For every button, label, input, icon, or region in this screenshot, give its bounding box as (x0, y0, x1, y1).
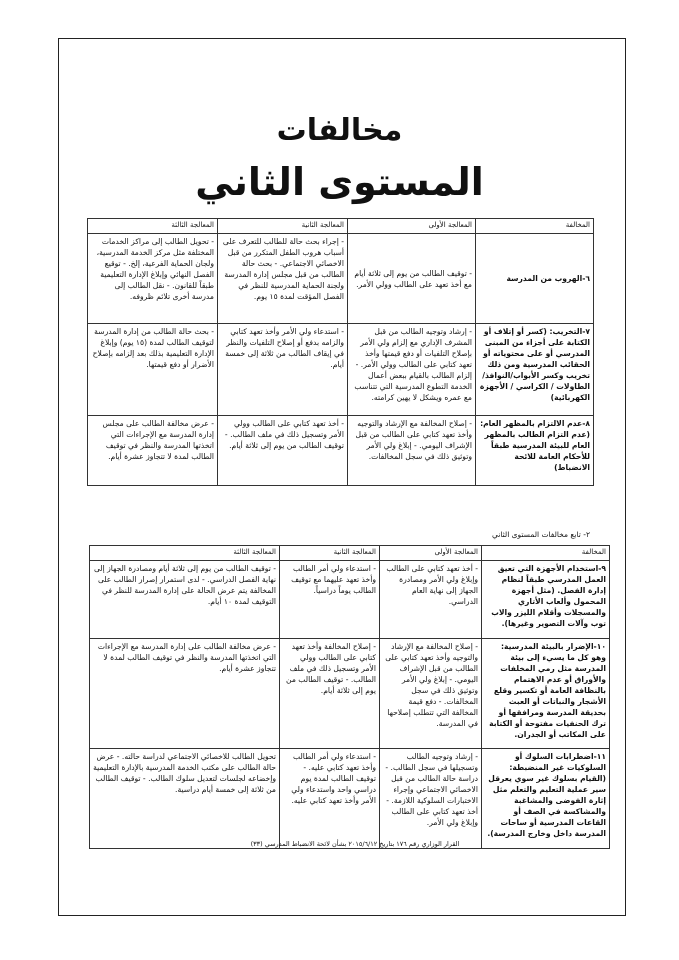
continuation-label: ٢- تابع مخالفات المستوى الثاني (492, 530, 590, 539)
third-cell: تحويل الطالب للاخصائي الاجتماعي لدراسة حالته. - عرض حالة الطالب على مكتب الخدمة المدرسية بالإدارة التعليمية وإخضاعه لجلسات لتعديل سلوك الطالب. - توقيف الطالب من ثلاثة إلى خمسة أيام دراسية. (90, 749, 280, 849)
table-row (88, 416, 594, 486)
violation-cell: ١١-اضطرابات السلوك أو السلوكيات غير المنضبطة: (القيام بسلوك غير سوي يعرقل سير عملية التعليم والتعلم مثل إثارة الفوضى والمشاغبة والمشاكسة في الصف أو القاعات المدرسية أو ساحات المدرسة داخل وخارج المدرسة). (482, 749, 610, 849)
violation-cell: ٩-استخدام الأجهزة التي تعيق العمل المدرسي طبقاً لنظام إدارة الفصل. (مثل أجهزة المحمول وألعاب الأتاري والمسجلات وأقلام الليزر والاب توب وآلات التصوير وغيرها). (482, 561, 610, 639)
second-cell: - إجراء بحث حالة للطالب للتعرف على أسباب هروب الطفل المتكرر من قبل الاخصائي الاجتماعي. - بحث حالة الطالب من قبل مجلس إدارة المدرسة ولجنة الحماية المدرسية للنظر في الفصل المؤقت لمدة ١٥ يوم. (218, 234, 348, 324)
second-cell: - استدعاء ولي الأمر وأخذ تعهد كتابي والزامه بدفع أو إصلاح التلفيات والنظر في إيقاف الطالب من ثلاثة إلى خمسة أيام. (218, 324, 348, 416)
third-cell: - عرض مخالفة الطالب على إدارة المدرسة مع الإجراءات التي اتخذتها المدرسة والنظر في توقيف الطالب لمدة لا تتجاوز عشرة أيام. (90, 639, 280, 749)
first-cell: - أخذ تعهد كتابي على الطالب وإبلاغ ولي الأمر ومصادرة الجهاز إلى نهاية العام الدراسي. (380, 561, 482, 639)
third-cell: - توقيف الطالب من يوم إلى ثلاثة أيام ومصادرة الجهاز إلى نهاية الفصل الدراسي. - لدى استمرار إصرار الطالب على المخالفة يتم عرض الحالة على إدارة المدرسة للنظر في التوقيف لمدة ١٠ أيام. (90, 561, 280, 639)
first-cell: - إرشاد وتوجيه الطالب من قبل المشرف الإداري مع إلزام ولي الأمر بإصلاح التلفيات أو دفع قيمتها وأخذ تعهد كتابي على الطالب وولي الأمر. - إلزام الطالب بالقيام ببعض أعمال الخدمة التطوع المدرسية التي تتناسب مع عمره ويشكل لا يهين كرامته. (348, 324, 476, 416)
footer-note: القرار الوزاري رقم ١٧٦ بتاريخ ٢٠١٥/٦/١٢ بشأن لائحة الانضباط المدرسي (٣٣) (250, 840, 460, 848)
violation-cell: ١٠-الإضرار بالبيئة المدرسية: وهو كل ما يسيء إلى بيئة المدرسة مثل رمي المخلفات والأوراق أو عدم الاهتمام بالنظافة العامة أو تكسير وقلع الأشجار والنباتات أو العبث بحديقة المدرسة ومرافقها أو ترك الحنفيات مفتوحة أو الكتابة على المكاتب أو الجدران. (482, 639, 610, 749)
header-third: المعالجة الثالثة (90, 546, 280, 561)
header-first: المعالجة الأولى (380, 546, 482, 561)
first-cell: - توقيف الطالب من يوم إلى ثلاثة أيام مع أخذ تعهد على الطالب وولي الأمر. (348, 234, 476, 324)
violations-table-1 (87, 218, 594, 486)
header-first: المعالجة الأولى (348, 219, 476, 234)
header-violation: المخالفة (482, 546, 610, 561)
table-row (88, 234, 594, 324)
header-violation: المخالفة (476, 219, 594, 234)
third-cell: - بحث حالة الطالب من إدارة المدرسة لتوقيف الطالب لمدة (١٥ يوم) وإبلاغ الإدارة التعليمية بذلك بعد إلزامه بإصلاح الأضرار أو دفع قيمتها. (88, 324, 218, 416)
page-title: مخالفات (276, 113, 403, 148)
header-second: المعالجة الثانية (280, 546, 380, 561)
table-row (90, 639, 610, 749)
table-row (88, 324, 594, 416)
page-subtitle: المستوى الثاني (195, 160, 484, 204)
second-cell: - أخذ تعهد كتابي على الطالب وولي الأمر وتسجيل ذلك في ملف الطالب. - توقيف الطالب من يوم إلى ثلاثة أيام. (218, 416, 348, 486)
second-cell: - إصلاح المخالفة وأخذ تعهد كتابي على الطالب وولي الأمر وتسجيل ذلك في ملف الطالب. - توقيف الطالب من يوم إلى ثلاثة أيام. (280, 639, 380, 749)
violation-cell: ٧-التخريب: (كسر أو إتلاف أو الكتابة على أجزاء من المبنى المدرسي أو على محتوياته أو الحقائب المدرسية ومن ذلك تخريب وكسر الأبواب/النوافذ/ الطاولات / الكراسي / الأجهزة الكهربائية) (476, 324, 594, 416)
table-row (90, 561, 610, 639)
third-cell: - تحويل الطالب إلى مراكز الخدمات المختلفة مثل مركز الخدمة المدرسية، ولجان الحماية الفرعية، إلخ. - توقيع الفصل النهائي وإبلاغ الإدارة التعليمية طبقاً للقانون. - نقل الطالب إلى مدرسة أخرى تلائم ظروفه. (88, 234, 218, 324)
first-cell: - إصلاح المخالفة مع الإرشاد والتوجيه وأخذ تعهد كتابي على الطالب من قبل الإشراف اليومي. - إبلاغ ولي الأمر وتوثيق ذلك في سجل المخالفات. (348, 416, 476, 486)
violation-cell: ٨-عدم الالتزام بالمظهر العام: (عدم التزام الطالب بالمظهر العام للبيئة المدرسية طبقاً للأحكام العامة للائحة الانضباط) (476, 416, 594, 486)
table-row (90, 749, 610, 849)
violation-cell: ٦-الهروب من المدرسة (476, 234, 594, 324)
second-cell: - استدعاء ولي أمر الطالب وأخذ تعهد كتابي عليه. - توقيف الطالب لمدة يوم دراسي واحد واستدعاء ولي الأمر وأخذ تعهد كتابي عليه. (280, 749, 380, 849)
third-cell: - عرض مخالفة الطالب على مجلس إدارة المدرسة مع الإجراءات التي اتخذتها المدرسة والنظر في توقيف الطالب لمدة لا تتجاوز عشرة أيام. (88, 416, 218, 486)
header-third: المعالجة الثالثة (88, 219, 218, 234)
first-cell: - إرشاد وتوجيه الطالب وتسجيلها في سجل الطالب. - دراسة حالة الطالب من قبل الاخصائي الاجتماعي وإجراء الاختبارات السلوكية اللازمة. - أخذ تعهد كتابي على الطالب وإبلاغ ولي الأمر. (380, 749, 482, 849)
violations-table-2 (89, 545, 610, 849)
second-cell: - استدعاء ولي أمر الطالب وأخذ تعهد عليهما مع توقيف الطالب يوماً دراسياً. (280, 561, 380, 639)
first-cell: - إصلاح المخالفة مع الإرشاد والتوجيه وأخذ تعهد كتابي على الطالب من قبل الإشراف اليومي. - إبلاغ ولي الأمر وتوثيق ذلك في سجل المخالفات. - دفع قيمة المخالفة التي تتطلب إصلاحها في المدرسة. (380, 639, 482, 749)
header-second: المعالجة الثانية (218, 219, 348, 234)
